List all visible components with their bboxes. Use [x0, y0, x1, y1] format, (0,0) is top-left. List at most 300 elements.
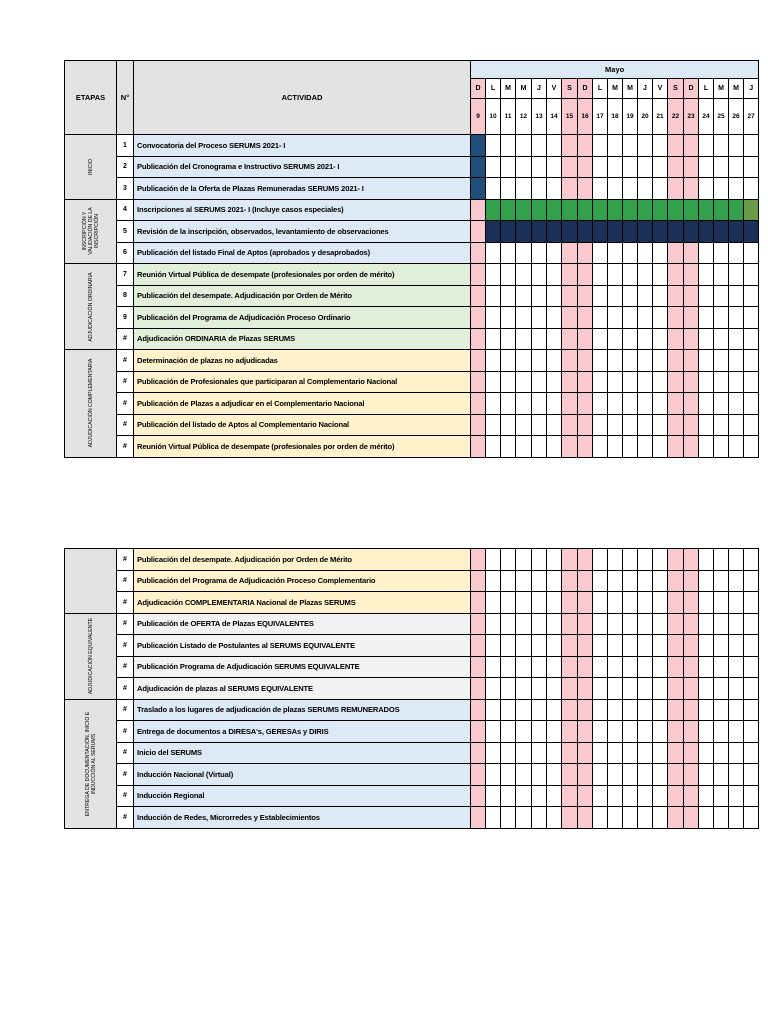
- day-cell: [562, 350, 578, 372]
- activity-row: [65, 592, 759, 614]
- day-cell: [547, 264, 562, 286]
- activity-row: [65, 135, 759, 157]
- day-cell: [729, 570, 744, 592]
- day-cell: [653, 264, 668, 286]
- day-cell: [562, 156, 578, 178]
- day-cell: [578, 178, 593, 200]
- day-cell: [486, 371, 501, 393]
- day-cell: [638, 414, 653, 436]
- day-cell: [593, 699, 608, 721]
- month-header: Mayo: [471, 61, 759, 79]
- day-cell: [547, 242, 562, 264]
- day-cell: [578, 221, 593, 243]
- day-cell: [593, 549, 608, 571]
- day-cell: [593, 328, 608, 350]
- day-letter: V: [653, 79, 668, 99]
- day-cell: [623, 393, 638, 415]
- day-cell: [471, 414, 486, 436]
- day-cell: [547, 414, 562, 436]
- day-cell: [653, 393, 668, 415]
- day-cell: [608, 221, 623, 243]
- day-cell: [501, 785, 516, 807]
- day-cell: [516, 350, 532, 372]
- activity-number: 6: [117, 242, 134, 264]
- stage-label: INSCRIPCIÓN Y VALIDACIÓN DE LA INSCRIPCIÓN: [81, 207, 100, 255]
- activity-text: Publicación del desempate. Adjudicación por Orden de Mérito: [134, 285, 471, 307]
- day-cell: [547, 764, 562, 786]
- day-cell: [593, 178, 608, 200]
- day-number: 17: [593, 99, 608, 135]
- day-cell: [608, 764, 623, 786]
- day-cell: [532, 156, 547, 178]
- day-cell: [578, 742, 593, 764]
- activity-row: [65, 371, 759, 393]
- day-cell: [699, 221, 714, 243]
- activity-text: Publicación Listado de Postulantes al SERUMS EQUIVALENTE: [134, 635, 471, 657]
- day-cell: [653, 785, 668, 807]
- day-cell: [547, 135, 562, 157]
- day-cell: [532, 742, 547, 764]
- day-cell: [729, 549, 744, 571]
- day-cell: [608, 328, 623, 350]
- day-cell: [608, 414, 623, 436]
- day-cell: [744, 307, 759, 329]
- day-cell: [638, 156, 653, 178]
- day-cell: [608, 371, 623, 393]
- day-cell: [668, 436, 684, 458]
- day-cell: [547, 807, 562, 829]
- day-letter: L: [593, 79, 608, 99]
- day-cell: [729, 307, 744, 329]
- day-cell: [623, 807, 638, 829]
- activity-text: Inducción de Redes, Microrredes y Establecimientos: [134, 807, 471, 829]
- activity-row: [65, 156, 759, 178]
- day-cell: [638, 221, 653, 243]
- day-cell: [668, 307, 684, 329]
- day-cell: [471, 350, 486, 372]
- day-letter: S: [562, 79, 578, 99]
- day-cell: [532, 242, 547, 264]
- day-cell: [729, 613, 744, 635]
- activity-row: [65, 328, 759, 350]
- day-cell: [486, 328, 501, 350]
- day-cell: [638, 592, 653, 614]
- day-cell: [638, 242, 653, 264]
- day-cell: [699, 199, 714, 221]
- day-number: 20: [638, 99, 653, 135]
- day-letter: V: [547, 79, 562, 99]
- day-cell: [623, 678, 638, 700]
- day-cell: [638, 549, 653, 571]
- stage-label: INICIO: [87, 158, 94, 175]
- day-cell: [501, 635, 516, 657]
- day-cell: [684, 436, 699, 458]
- day-cell: [699, 371, 714, 393]
- day-cell: [653, 436, 668, 458]
- day-cell: [729, 135, 744, 157]
- day-cell: [653, 699, 668, 721]
- day-cell: [516, 592, 532, 614]
- day-cell: [608, 135, 623, 157]
- activity-row: [65, 721, 759, 743]
- day-cell: [744, 807, 759, 829]
- day-cell: [578, 414, 593, 436]
- day-cell: [714, 678, 729, 700]
- day-cell: [578, 592, 593, 614]
- day-cell: [744, 371, 759, 393]
- day-cell: [729, 328, 744, 350]
- schedule-table-top: [64, 60, 759, 458]
- day-cell: [623, 785, 638, 807]
- day-cell: [744, 613, 759, 635]
- day-cell: [471, 371, 486, 393]
- day-cell: [699, 570, 714, 592]
- day-cell: [623, 549, 638, 571]
- day-letter: M: [516, 79, 532, 99]
- day-cell: [729, 436, 744, 458]
- day-cell: [744, 656, 759, 678]
- day-cell: [608, 242, 623, 264]
- day-letter: J: [532, 79, 547, 99]
- day-cell: [486, 436, 501, 458]
- day-number: 15: [562, 99, 578, 135]
- day-cell: [486, 678, 501, 700]
- day-cell: [623, 350, 638, 372]
- day-cell: [653, 221, 668, 243]
- day-cell: [471, 592, 486, 614]
- day-cell: [714, 156, 729, 178]
- day-cell: [638, 135, 653, 157]
- day-cell: [501, 371, 516, 393]
- day-cell: [623, 221, 638, 243]
- day-cell: [547, 678, 562, 700]
- day-cell: [668, 721, 684, 743]
- day-cell: [668, 135, 684, 157]
- day-cell: [668, 285, 684, 307]
- day-cell: [729, 264, 744, 286]
- header-row-month: [65, 61, 759, 79]
- day-cell: [699, 699, 714, 721]
- day-cell: [668, 549, 684, 571]
- day-cell: [699, 764, 714, 786]
- activity-number: #: [117, 785, 134, 807]
- activity-text: Publicación del Programa de Adjudicación Proceso Complementario: [134, 570, 471, 592]
- day-cell: [668, 328, 684, 350]
- day-cell: [668, 199, 684, 221]
- activity-text: Adjudicación de plazas al SERUMS EQUIVALENTE: [134, 678, 471, 700]
- day-cell: [516, 742, 532, 764]
- day-number: 19: [623, 99, 638, 135]
- day-number: 18: [608, 99, 623, 135]
- day-cell: [471, 635, 486, 657]
- activity-text: Publicación del Cronograma e Instructivo SERUMS 2021- I: [134, 156, 471, 178]
- day-cell: [699, 307, 714, 329]
- day-cell: [714, 393, 729, 415]
- day-cell: [501, 285, 516, 307]
- activity-row: [65, 742, 759, 764]
- day-cell: [729, 678, 744, 700]
- day-cell: [729, 699, 744, 721]
- day-cell: [653, 414, 668, 436]
- day-cell: [638, 807, 653, 829]
- activity-text: Reunión Virtual Pública de desempate (profesionales por orden de mérito): [134, 264, 471, 286]
- day-cell: [638, 570, 653, 592]
- day-cell: [668, 264, 684, 286]
- day-number: 27: [744, 99, 759, 135]
- day-cell: [638, 635, 653, 657]
- day-cell: [653, 371, 668, 393]
- activity-text: Publicación del listado Final de Aptos (aprobados y desaprobados): [134, 242, 471, 264]
- activity-text: Publicación del listado de Aptos al Complementario Nacional: [134, 414, 471, 436]
- day-cell: [699, 414, 714, 436]
- day-cell: [653, 199, 668, 221]
- day-cell: [638, 436, 653, 458]
- day-cell: [668, 699, 684, 721]
- day-number: 21: [653, 99, 668, 135]
- day-cell: [699, 436, 714, 458]
- day-cell: [714, 242, 729, 264]
- day-cell: [486, 635, 501, 657]
- day-cell: [471, 221, 486, 243]
- day-cell: [562, 371, 578, 393]
- day-cell: [562, 613, 578, 635]
- day-cell: [471, 436, 486, 458]
- activity-row: [65, 178, 759, 200]
- activity-text: Adjudicación ORDINARIA de Plazas SERUMS: [134, 328, 471, 350]
- day-cell: [729, 592, 744, 614]
- day-cell: [593, 307, 608, 329]
- day-cell: [714, 371, 729, 393]
- day-cell: [532, 178, 547, 200]
- day-cell: [486, 592, 501, 614]
- activity-number: #: [117, 721, 134, 743]
- day-cell: [532, 264, 547, 286]
- day-cell: [578, 807, 593, 829]
- day-cell: [653, 635, 668, 657]
- day-cell: [699, 613, 714, 635]
- day-cell: [501, 414, 516, 436]
- day-cell: [623, 135, 638, 157]
- day-cell: [623, 199, 638, 221]
- day-cell: [699, 328, 714, 350]
- day-cell: [547, 436, 562, 458]
- day-cell: [516, 221, 532, 243]
- day-cell: [578, 436, 593, 458]
- day-cell: [516, 635, 532, 657]
- activity-number: #: [117, 613, 134, 635]
- day-cell: [501, 570, 516, 592]
- day-cell: [593, 764, 608, 786]
- activity-text: Convocatoria del Proceso SERUMS 2021- I: [134, 135, 471, 157]
- day-cell: [501, 307, 516, 329]
- day-cell: [699, 807, 714, 829]
- day-cell: [729, 393, 744, 415]
- day-cell: [471, 549, 486, 571]
- day-cell: [593, 807, 608, 829]
- day-cell: [532, 764, 547, 786]
- day-cell: [486, 721, 501, 743]
- activity-text: Reunión Virtual Pública de desempate (profesionales por orden de mérito): [134, 436, 471, 458]
- num-header: N°: [117, 61, 134, 135]
- day-cell: [684, 264, 699, 286]
- day-letter: L: [486, 79, 501, 99]
- day-cell: [578, 285, 593, 307]
- day-cell: [653, 721, 668, 743]
- day-cell: [608, 436, 623, 458]
- activity-row: [65, 199, 759, 221]
- day-cell: [516, 264, 532, 286]
- day-cell: [744, 393, 759, 415]
- day-cell: [744, 678, 759, 700]
- day-cell: [471, 742, 486, 764]
- day-cell: [486, 742, 501, 764]
- day-cell: [684, 742, 699, 764]
- day-cell: [684, 285, 699, 307]
- day-cell: [547, 656, 562, 678]
- day-cell: [471, 807, 486, 829]
- day-cell: [744, 592, 759, 614]
- day-cell: [547, 307, 562, 329]
- day-cell: [668, 592, 684, 614]
- day-cell: [501, 156, 516, 178]
- day-cell: [516, 307, 532, 329]
- day-cell: [486, 656, 501, 678]
- day-cell: [547, 592, 562, 614]
- day-cell: [714, 742, 729, 764]
- day-cell: [714, 785, 729, 807]
- day-cell: [638, 371, 653, 393]
- day-cell: [623, 721, 638, 743]
- day-cell: [547, 350, 562, 372]
- stage-label-cell: [65, 199, 117, 264]
- day-cell: [532, 721, 547, 743]
- day-cell: [608, 721, 623, 743]
- day-cell: [653, 242, 668, 264]
- day-cell: [714, 764, 729, 786]
- day-cell: [578, 156, 593, 178]
- day-cell: [729, 199, 744, 221]
- day-number: 22: [668, 99, 684, 135]
- day-cell: [532, 199, 547, 221]
- day-cell: [547, 549, 562, 571]
- activity-text: Publicación de Profesionales que participaran al Complementario Nacional: [134, 371, 471, 393]
- day-cell: [593, 436, 608, 458]
- day-cell: [562, 242, 578, 264]
- activity-number: 4: [117, 199, 134, 221]
- day-letter: J: [638, 79, 653, 99]
- day-cell: [516, 721, 532, 743]
- day-cell: [516, 785, 532, 807]
- day-cell: [638, 764, 653, 786]
- day-cell: [578, 721, 593, 743]
- day-cell: [714, 350, 729, 372]
- day-cell: [501, 350, 516, 372]
- day-cell: [653, 178, 668, 200]
- day-cell: [532, 635, 547, 657]
- day-cell: [638, 699, 653, 721]
- day-cell: [668, 678, 684, 700]
- day-cell: [714, 178, 729, 200]
- stage-label-cell: [65, 350, 117, 458]
- day-cell: [593, 592, 608, 614]
- day-cell: [562, 742, 578, 764]
- activity-text: Inducción Regional: [134, 785, 471, 807]
- day-cell: [638, 721, 653, 743]
- day-cell: [638, 307, 653, 329]
- day-cell: [668, 785, 684, 807]
- day-cell: [744, 549, 759, 571]
- day-cell: [714, 549, 729, 571]
- activity-text: Publicación Programa de Adjudicación SERUMS EQUIVALENTE: [134, 656, 471, 678]
- activity-row: [65, 764, 759, 786]
- day-cell: [699, 264, 714, 286]
- day-cell: [471, 393, 486, 415]
- day-cell: [532, 221, 547, 243]
- day-cell: [516, 328, 532, 350]
- day-cell: [501, 656, 516, 678]
- day-cell: [623, 570, 638, 592]
- day-cell: [471, 328, 486, 350]
- day-cell: [532, 785, 547, 807]
- day-cell: [623, 285, 638, 307]
- day-cell: [623, 436, 638, 458]
- day-cell: [516, 371, 532, 393]
- day-cell: [653, 549, 668, 571]
- day-number: 10: [486, 99, 501, 135]
- day-cell: [638, 285, 653, 307]
- day-cell: [471, 178, 486, 200]
- day-cell: [578, 135, 593, 157]
- activity-row: [65, 656, 759, 678]
- day-cell: [608, 178, 623, 200]
- day-cell: [562, 285, 578, 307]
- day-cell: [532, 436, 547, 458]
- day-cell: [744, 699, 759, 721]
- day-cell: [593, 656, 608, 678]
- day-cell: [562, 785, 578, 807]
- day-cell: [623, 414, 638, 436]
- day-cell: [562, 221, 578, 243]
- activity-row: [65, 414, 759, 436]
- day-cell: [684, 221, 699, 243]
- day-cell: [593, 242, 608, 264]
- activity-number: #: [117, 393, 134, 415]
- day-cell: [593, 570, 608, 592]
- day-cell: [486, 264, 501, 286]
- day-number: 11: [501, 99, 516, 135]
- day-cell: [653, 307, 668, 329]
- day-cell: [729, 635, 744, 657]
- stage-label-cell: [65, 135, 117, 200]
- day-cell: [668, 764, 684, 786]
- day-cell: [578, 393, 593, 415]
- day-cell: [684, 307, 699, 329]
- day-cell: [699, 721, 714, 743]
- day-cell: [699, 635, 714, 657]
- activity-number: #: [117, 328, 134, 350]
- day-cell: [668, 178, 684, 200]
- day-cell: [714, 436, 729, 458]
- day-cell: [516, 414, 532, 436]
- day-cell: [684, 699, 699, 721]
- day-cell: [578, 371, 593, 393]
- day-cell: [578, 613, 593, 635]
- day-cell: [532, 135, 547, 157]
- day-cell: [653, 156, 668, 178]
- day-cell: [744, 764, 759, 786]
- day-cell: [562, 199, 578, 221]
- activity-number: 9: [117, 307, 134, 329]
